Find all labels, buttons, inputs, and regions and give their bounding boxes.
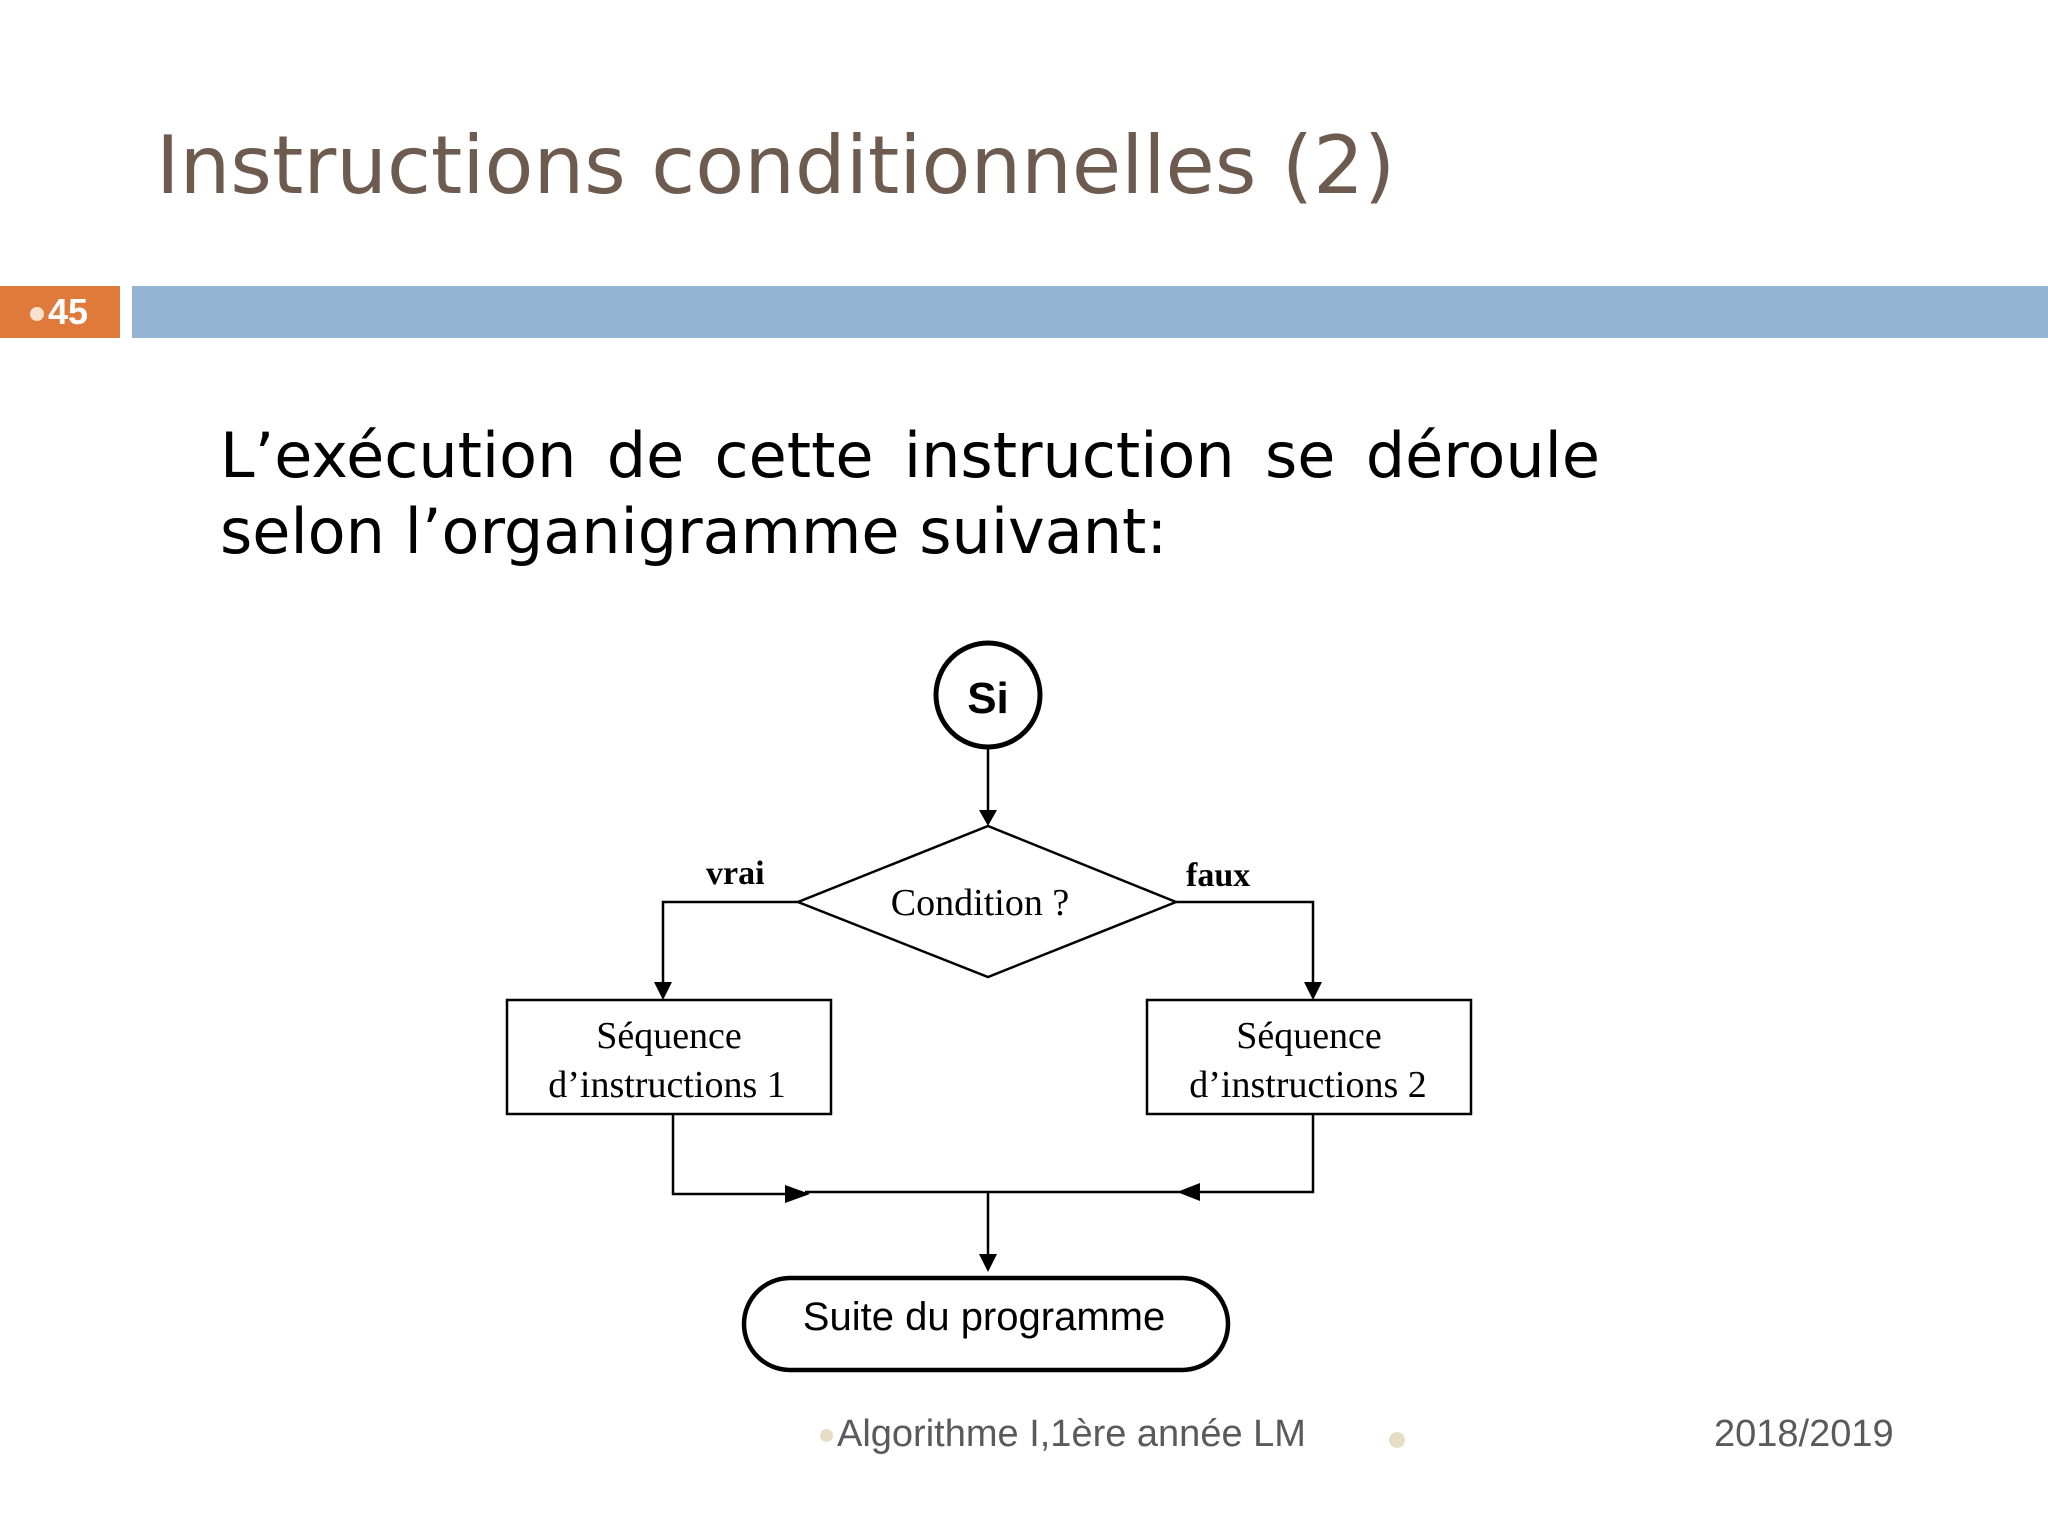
arrowhead [1177,1183,1200,1201]
sequence-box-1-line-1: Séquence [596,1015,742,1057]
arrowhead [979,810,997,826]
bullet-dot-icon [820,1429,833,1442]
arrowhead [979,1254,997,1272]
false-branch-label: faux [1186,857,1251,894]
flow-line-false-branch [1176,902,1313,990]
flow-line-merge-right [1190,1114,1313,1192]
sequence-box-2-line-2: d’instructions 2 [1189,1064,1427,1106]
sequence-box-2-line-1: Séquence [1236,1015,1382,1057]
footer-course [820,1413,1306,1456]
slide-number: 45 [48,291,89,332]
arrowhead [785,1185,810,1203]
flow-line-merge-left [673,1114,795,1194]
bullet-dot-icon [1389,1432,1405,1448]
flow-line-true-branch [663,902,798,990]
true-branch-label: vrai [706,855,765,892]
footer-date: 2018/2019 [1714,1413,1894,1455]
decision-node-label: Condition ? [890,882,1070,924]
arrowhead [1304,982,1322,1000]
end-node-label: Suite du programme [802,1295,1166,1339]
slide-title: Instructions conditionnelles (2) [156,119,1396,212]
footer-course-label: Algorithme I,1ère année LM [837,1413,1306,1455]
arrowhead [654,982,672,1000]
sequence-box-1-line-2: d’instructions 1 [548,1064,786,1106]
start-node-label: Si [967,674,1009,723]
body-paragraph: L’exécution de cette instruction se déroule selon l’organigramme suivant: [220,419,1600,568]
